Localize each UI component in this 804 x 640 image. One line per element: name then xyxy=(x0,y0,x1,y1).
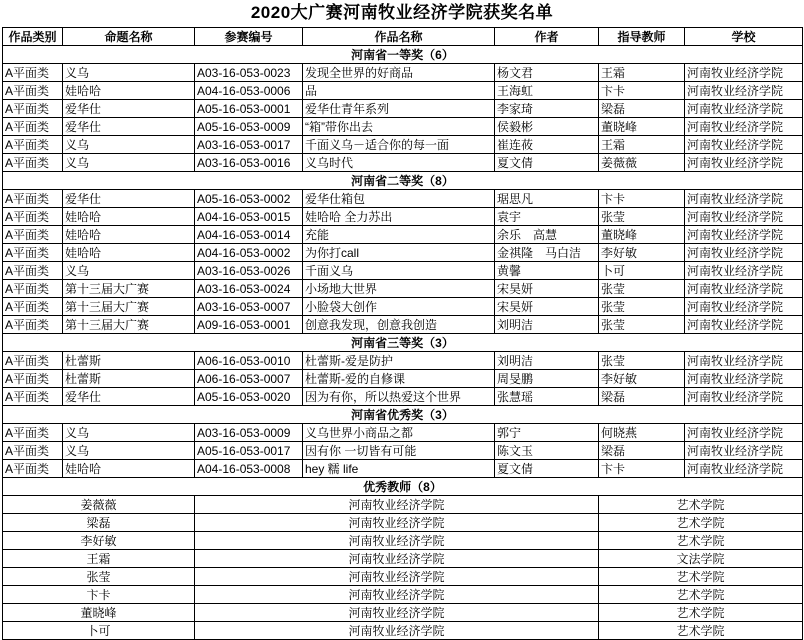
header-cell-category: 作品类别 xyxy=(3,28,63,46)
cell-author: 周旻鹏 xyxy=(495,370,599,388)
cell-teacher-department: 艺术学院 xyxy=(599,622,803,640)
header-cell-advisor: 指导教师 xyxy=(599,28,685,46)
cell-teacher-department: 艺术学院 xyxy=(599,568,803,586)
section-label: 河南省三等奖（3） xyxy=(3,334,803,352)
cell-advisor: 张莹 xyxy=(599,316,685,334)
cell-teacher-school: 河南牧业经济学院 xyxy=(195,622,599,640)
cell-topic: 义乌 xyxy=(63,262,195,280)
cell-school: 河南牧业经济学院 xyxy=(685,100,803,118)
cell-teacher-name: 张莹 xyxy=(3,568,195,586)
cell-school: 河南牧业经济学院 xyxy=(685,82,803,100)
cell-topic: 娃哈哈 xyxy=(63,244,195,262)
cell-work-name: 千面义乌 xyxy=(303,262,495,280)
teacher-row xyxy=(3,568,803,586)
cell-topic: 娃哈哈 xyxy=(63,460,195,478)
cell-advisor: 张莹 xyxy=(599,298,685,316)
cell-topic: 第十三届大广赛 xyxy=(63,316,195,334)
table-row xyxy=(3,460,803,478)
cell-category: A平面类 xyxy=(3,370,63,388)
cell-advisor: 张莹 xyxy=(599,280,685,298)
cell-teacher-school: 河南牧业经济学院 xyxy=(195,586,599,604)
section-header-row xyxy=(3,46,803,64)
cell-advisor: 梁磊 xyxy=(599,442,685,460)
cell-work-name: 因为有你，所以热爱这个世界 xyxy=(303,388,495,406)
cell-advisor: 李好敏 xyxy=(599,370,685,388)
cell-teacher-name: 卜可 xyxy=(3,622,195,640)
cell-entry-number: A05-16-053-0020 xyxy=(195,388,303,406)
cell-advisor: 董晓峰 xyxy=(599,118,685,136)
cell-author: 侯毅彬 xyxy=(495,118,599,136)
cell-author: 崔连莜 xyxy=(495,136,599,154)
cell-author: 宋昊妍 xyxy=(495,298,599,316)
award-table xyxy=(2,27,803,640)
cell-teacher-name: 董晓峰 xyxy=(3,604,195,622)
cell-author: 余乐 高慧 xyxy=(495,226,599,244)
cell-topic: 爱华仕 xyxy=(63,100,195,118)
cell-category: A平面类 xyxy=(3,154,63,172)
cell-school: 河南牧业经济学院 xyxy=(685,226,803,244)
cell-author: 夏文倩 xyxy=(495,154,599,172)
cell-entry-number: A05-16-053-0001 xyxy=(195,100,303,118)
cell-topic: 杜蕾斯 xyxy=(63,352,195,370)
cell-work-name: 小脸袋大创作 xyxy=(303,298,495,316)
table-header-row xyxy=(3,28,803,46)
cell-entry-number: A05-16-053-0002 xyxy=(195,190,303,208)
cell-category: A平面类 xyxy=(3,190,63,208)
section-label: 河南省一等奖（6） xyxy=(3,46,803,64)
table-row xyxy=(3,424,803,442)
cell-category: A平面类 xyxy=(3,352,63,370)
cell-school: 河南牧业经济学院 xyxy=(685,280,803,298)
cell-entry-number: A04-16-053-0008 xyxy=(195,460,303,478)
table-row xyxy=(3,226,803,244)
cell-school: 河南牧业经济学院 xyxy=(685,316,803,334)
cell-teacher-school: 河南牧业经济学院 xyxy=(195,568,599,586)
cell-teacher-department: 文法学院 xyxy=(599,550,803,568)
cell-school: 河南牧业经济学院 xyxy=(685,460,803,478)
cell-category: A平面类 xyxy=(3,226,63,244)
cell-author: 张慧瑶 xyxy=(495,388,599,406)
table-row xyxy=(3,154,803,172)
cell-teacher-school: 河南牧业经济学院 xyxy=(195,604,599,622)
section-header-row xyxy=(3,334,803,352)
cell-school: 河南牧业经济学院 xyxy=(685,136,803,154)
cell-topic: 爱华仕 xyxy=(63,118,195,136)
cell-teacher-school: 河南牧业经济学院 xyxy=(195,496,599,514)
table-row xyxy=(3,352,803,370)
cell-author: 杨文君 xyxy=(495,64,599,82)
header-cell-entry-number: 参赛编号 xyxy=(195,28,303,46)
cell-teacher-name: 卞卡 xyxy=(3,586,195,604)
cell-category: A平面类 xyxy=(3,460,63,478)
award-table-body xyxy=(3,28,803,640)
cell-entry-number: A04-16-053-0015 xyxy=(195,208,303,226)
cell-work-name: 小场地大世界 xyxy=(303,280,495,298)
cell-school: 河南牧业经济学院 xyxy=(685,64,803,82)
cell-work-name: 因有你 一切皆有可能 xyxy=(303,442,495,460)
cell-advisor: 张莹 xyxy=(599,352,685,370)
section-header-row xyxy=(3,406,803,424)
cell-entry-number: A03-16-053-0009 xyxy=(195,424,303,442)
table-row xyxy=(3,442,803,460)
table-row xyxy=(3,298,803,316)
cell-work-name: 创意我发现，创意我创造 xyxy=(303,316,495,334)
cell-category: A平面类 xyxy=(3,136,63,154)
cell-advisor: 李好敏 xyxy=(599,244,685,262)
table-row xyxy=(3,100,803,118)
cell-advisor: 梁磊 xyxy=(599,388,685,406)
cell-entry-number: A04-16-053-0002 xyxy=(195,244,303,262)
section-label: 优秀教师（8） xyxy=(3,478,803,496)
cell-topic: 义乌 xyxy=(63,442,195,460)
cell-school: 河南牧业经济学院 xyxy=(685,244,803,262)
page-title: 2020大广赛河南牧业经济学院获奖名单 xyxy=(250,3,554,22)
cell-category: A平面类 xyxy=(3,298,63,316)
cell-work-name: hey 糯 life xyxy=(303,460,495,478)
cell-entry-number: A04-16-053-0006 xyxy=(195,82,303,100)
cell-teacher-name: 王霜 xyxy=(3,550,195,568)
cell-category: A平面类 xyxy=(3,424,63,442)
cell-advisor: 王霜 xyxy=(599,64,685,82)
cell-advisor: 董晓峰 xyxy=(599,226,685,244)
cell-author: 袁宇 xyxy=(495,208,599,226)
cell-work-name: 杜蕾斯-爱的自修课 xyxy=(303,370,495,388)
cell-topic: 第十三届大广赛 xyxy=(63,298,195,316)
cell-teacher-school: 河南牧业经济学院 xyxy=(195,532,599,550)
section-header-row-teachers xyxy=(3,478,803,496)
header-cell-work-name: 作品名称 xyxy=(303,28,495,46)
teacher-row xyxy=(3,532,803,550)
cell-entry-number: A06-16-053-0010 xyxy=(195,352,303,370)
cell-work-name: 杜蕾斯-爱是防护 xyxy=(303,352,495,370)
table-row xyxy=(3,208,803,226)
cell-topic: 义乌 xyxy=(63,424,195,442)
cell-category: A平面类 xyxy=(3,262,63,280)
table-row xyxy=(3,262,803,280)
cell-school: 河南牧业经济学院 xyxy=(685,424,803,442)
cell-school: 河南牧业经济学院 xyxy=(685,298,803,316)
table-row xyxy=(3,280,803,298)
cell-advisor: 卞卡 xyxy=(599,82,685,100)
table-row xyxy=(3,316,803,334)
cell-entry-number: A03-16-053-0007 xyxy=(195,298,303,316)
cell-author: 郭宁 xyxy=(495,424,599,442)
cell-school: 河南牧业经济学院 xyxy=(685,370,803,388)
cell-entry-number: A09-16-053-0001 xyxy=(195,316,303,334)
cell-advisor: 何晓燕 xyxy=(599,424,685,442)
cell-entry-number: A03-16-053-0024 xyxy=(195,280,303,298)
cell-topic: 义乌 xyxy=(63,136,195,154)
section-label: 河南省二等奖（8） xyxy=(3,172,803,190)
teacher-row xyxy=(3,550,803,568)
header-cell-topic: 命题名称 xyxy=(63,28,195,46)
cell-category: A平面类 xyxy=(3,118,63,136)
cell-advisor: 王霜 xyxy=(599,136,685,154)
cell-work-name: 爱华仕箱包 xyxy=(303,190,495,208)
cell-author: 王海虹 xyxy=(495,82,599,100)
cell-teacher-name: 梁磊 xyxy=(3,514,195,532)
cell-teacher-department: 艺术学院 xyxy=(599,532,803,550)
cell-entry-number: A06-16-053-0007 xyxy=(195,370,303,388)
cell-category: A平面类 xyxy=(3,100,63,118)
section-label: 河南省优秀奖（3） xyxy=(3,406,803,424)
cell-author: 琚思凡 xyxy=(495,190,599,208)
cell-category: A平面类 xyxy=(3,244,63,262)
table-row xyxy=(3,370,803,388)
cell-category: A平面类 xyxy=(3,208,63,226)
cell-advisor: 卜可 xyxy=(599,262,685,280)
cell-work-name: “箱”带你出去 xyxy=(303,118,495,136)
cell-school: 河南牧业经济学院 xyxy=(685,208,803,226)
cell-author: 李家琦 xyxy=(495,100,599,118)
cell-category: A平面类 xyxy=(3,64,63,82)
cell-topic: 娃哈哈 xyxy=(63,82,195,100)
table-row xyxy=(3,388,803,406)
cell-category: A平面类 xyxy=(3,280,63,298)
cell-advisor: 卞卡 xyxy=(599,460,685,478)
cell-school: 河南牧业经济学院 xyxy=(685,442,803,460)
teacher-row xyxy=(3,496,803,514)
table-row xyxy=(3,136,803,154)
cell-teacher-department: 艺术学院 xyxy=(599,496,803,514)
cell-work-name: 爱华仕青年系列 xyxy=(303,100,495,118)
cell-topic: 义乌 xyxy=(63,154,195,172)
cell-advisor: 姜薇薇 xyxy=(599,154,685,172)
table-row xyxy=(3,118,803,136)
header-cell-school: 学校 xyxy=(685,28,803,46)
cell-school: 河南牧业经济学院 xyxy=(685,262,803,280)
cell-school: 河南牧业经济学院 xyxy=(685,190,803,208)
cell-topic: 爱华仕 xyxy=(63,388,195,406)
cell-author: 陈文玉 xyxy=(495,442,599,460)
cell-topic: 义乌 xyxy=(63,64,195,82)
teacher-row xyxy=(3,604,803,622)
cell-advisor: 张莹 xyxy=(599,208,685,226)
cell-work-name: 发现全世界的好商品 xyxy=(303,64,495,82)
section-header-row xyxy=(3,172,803,190)
cell-work-name: 千面义乌－适合你的每一面 xyxy=(303,136,495,154)
cell-school: 河南牧业经济学院 xyxy=(685,388,803,406)
cell-category: A平面类 xyxy=(3,316,63,334)
cell-work-name: 义乌时代 xyxy=(303,154,495,172)
cell-entry-number: A05-16-053-0017 xyxy=(195,442,303,460)
teacher-row xyxy=(3,586,803,604)
cell-teacher-name: 李好敏 xyxy=(3,532,195,550)
teacher-row xyxy=(3,514,803,532)
cell-work-name: 为你打call xyxy=(303,244,495,262)
table-row xyxy=(3,244,803,262)
cell-entry-number: A03-16-053-0017 xyxy=(195,136,303,154)
cell-teacher-department: 艺术学院 xyxy=(599,604,803,622)
cell-advisor: 梁磊 xyxy=(599,100,685,118)
cell-teacher-name: 姜薇薇 xyxy=(3,496,195,514)
cell-topic: 爱华仕 xyxy=(63,190,195,208)
cell-school: 河南牧业经济学院 xyxy=(685,118,803,136)
cell-topic: 第十三届大广赛 xyxy=(63,280,195,298)
header-cell-author: 作者 xyxy=(495,28,599,46)
cell-category: A平面类 xyxy=(3,442,63,460)
cell-teacher-school: 河南牧业经济学院 xyxy=(195,550,599,568)
table-row xyxy=(3,64,803,82)
cell-school: 河南牧业经济学院 xyxy=(685,154,803,172)
cell-work-name: 充能 xyxy=(303,226,495,244)
cell-work-name: 义乌世界小商品之都 xyxy=(303,424,495,442)
cell-work-name: 娃哈哈 全力苏出 xyxy=(303,208,495,226)
cell-entry-number: A03-16-053-0026 xyxy=(195,262,303,280)
cell-teacher-school: 河南牧业经济学院 xyxy=(195,514,599,532)
table-row xyxy=(3,190,803,208)
cell-topic: 杜蕾斯 xyxy=(63,370,195,388)
cell-category: A平面类 xyxy=(3,388,63,406)
teacher-row xyxy=(3,622,803,640)
cell-advisor: 卞卡 xyxy=(599,190,685,208)
cell-author: 黄馨 xyxy=(495,262,599,280)
cell-author: 刘明洁 xyxy=(495,316,599,334)
cell-teacher-department: 艺术学院 xyxy=(599,586,803,604)
cell-work-name: 品 xyxy=(303,82,495,100)
cell-topic: 娃哈哈 xyxy=(63,226,195,244)
cell-school: 河南牧业经济学院 xyxy=(685,352,803,370)
cell-category: A平面类 xyxy=(3,82,63,100)
cell-topic: 娃哈哈 xyxy=(63,208,195,226)
cell-entry-number: A03-16-053-0016 xyxy=(195,154,303,172)
cell-author: 夏文倩 xyxy=(495,460,599,478)
cell-teacher-department: 艺术学院 xyxy=(599,514,803,532)
cell-entry-number: A05-16-053-0009 xyxy=(195,118,303,136)
cell-author: 宋昊妍 xyxy=(495,280,599,298)
cell-author: 金祺隆 马白洁 xyxy=(495,244,599,262)
cell-entry-number: A03-16-053-0023 xyxy=(195,64,303,82)
cell-entry-number: A04-16-053-0014 xyxy=(195,226,303,244)
cell-author: 刘明洁 xyxy=(495,352,599,370)
table-row xyxy=(3,82,803,100)
